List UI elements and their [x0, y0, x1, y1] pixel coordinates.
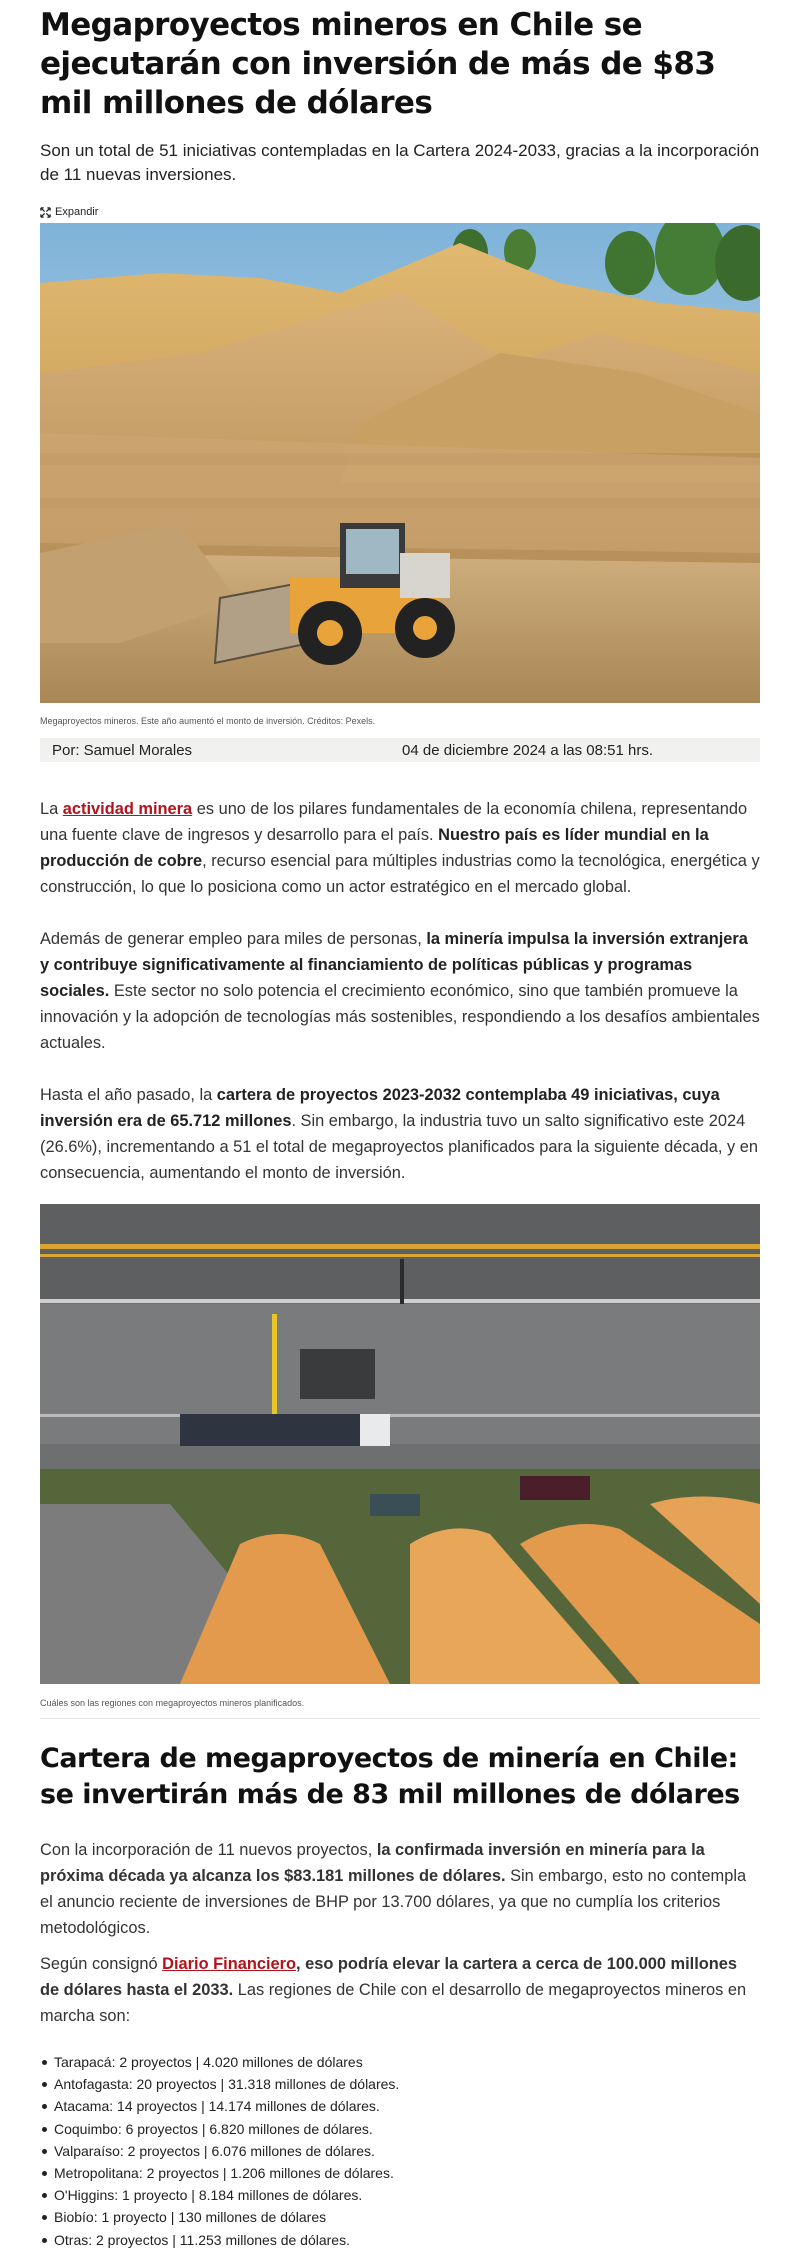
link-actividad-minera[interactable]: actividad minera: [62, 800, 193, 818]
article-body: [40, 796, 760, 1186]
tree: [605, 231, 655, 295]
aerial-silos-image: [40, 1204, 760, 1684]
expand-label: Expandir: [55, 206, 99, 218]
byline: [40, 738, 760, 762]
hero-image: [40, 223, 760, 703]
publish-date: 04 de diciembre 2024 a las 08:51 hrs.: [402, 741, 653, 759]
list-item: Otras: 2 proyectos | 11.253 millones de dólares.: [40, 2229, 760, 2251]
truck: [180, 1414, 365, 1446]
list-item: Antofagasta: 20 proyectos | 31.318 millones de dólares.: [40, 2073, 760, 2095]
list-item: Coquimbo: 6 proyectos | 6.820 millones de dólares.: [40, 2118, 760, 2140]
list-item: Tarapacá: 2 proyectos | 4.020 millones de dólares: [40, 2051, 760, 2073]
section-cartera: [40, 1741, 760, 2251]
list-item: Atacama: 14 proyectos | 14.174 millones de dólares.: [40, 2095, 760, 2117]
article-lead: Son un total de 51 iniciativas contempladas en la Cartera 2024-2033, gracias a la incorporación de 11 nuevas inversiones.: [40, 141, 760, 184]
section-title: Cartera de megaproyectos de minería en Chile: se invertirán más de 83 mil millones de dólares: [40, 1743, 740, 1810]
paragraph: Hasta el año pasado, la cartera de proyectos 2023-2032 contemplaba 49 iniciativas, cuya inversión era de 65.712 millones. Sin embargo, la industria tuvo un salto significativo este 2024 (26.6%), incrementando a 51 el total de megaproyectos planificados para la siguiente década, y en consecuencia, aumentando el monto de inversión.: [40, 1086, 758, 1182]
paragraph: Con la incorporación de 11 nuevos proyectos, la confirmada inversión en minería para la próxima década ya alcanza los $83.181 millones de dólares. Sin embargo, esto no contempla el anuncio reciente de inversiones de BHP por 13.700 dólares, ya que no cumplía los criterios metodológicos.: [40, 1841, 747, 1937]
paragraph: Según consignó Diario Financiero, eso podría elevar la cartera a cerca de 100.000 millones de dólares hasta el 2033. Las regiones de Chile con el desarrollo de megaproyectos mineros en marcha son:: [40, 1955, 747, 2025]
car: [370, 1494, 420, 1516]
article-title: Megaproyectos mineros en Chile se ejecutarán con inversión de más de $83 mil millones de dólares: [40, 7, 716, 121]
hero-caption: Megaproyectos mineros. Este año aumentó el monto de inversión. Créditos: Pexels.: [40, 716, 376, 726]
list-item: O'Higgins: 1 proyecto | 8.184 millones de dólares.: [40, 2184, 760, 2206]
author: Por: Samuel Morales: [52, 741, 193, 759]
divider: [40, 1718, 760, 1719]
expand-button[interactable]: [40, 205, 760, 219]
list-item: Biobío: 1 proyecto | 130 millones de dólares: [40, 2206, 760, 2228]
link-diario-financiero[interactable]: Diario Financiero: [162, 1955, 297, 1973]
paragraph: La actividad minera es uno de los pilares fundamentales de la economía chilena, representando una fuente clave de ingresos y desarrollo para el país. Nuestro país es líder mundial en la producción de cobre, recurso esencial para múltiples industrias como la tecnológica, energética y construcción, lo que lo posiciona como un actor estratégico en el mercado global.: [40, 800, 760, 896]
expand-icon: [40, 207, 51, 218]
car: [520, 1476, 590, 1500]
photo2-caption: Cuáles son las regiones con megaproyectos mineros planificados.: [40, 1698, 305, 1708]
paragraph: Además de generar empleo para miles de personas, la minería impulsa la inversión extranjera y contribuye significativamente al financiamiento de políticas públicas y programas sociales. Este sector no solo potencia el crecimiento económico, sino que también promueve la innovación y la adopción de tecnologías más sostenibles, respondiendo a los desafíos ambientales actuales.: [40, 930, 760, 1052]
list-item: Metropolitana: 2 proyectos | 1.206 millones de dólares.: [40, 2162, 760, 2184]
list-item: Valparaíso: 2 proyectos | 6.076 millones de dólares.: [40, 2140, 760, 2162]
regions-list: [40, 2051, 760, 2251]
